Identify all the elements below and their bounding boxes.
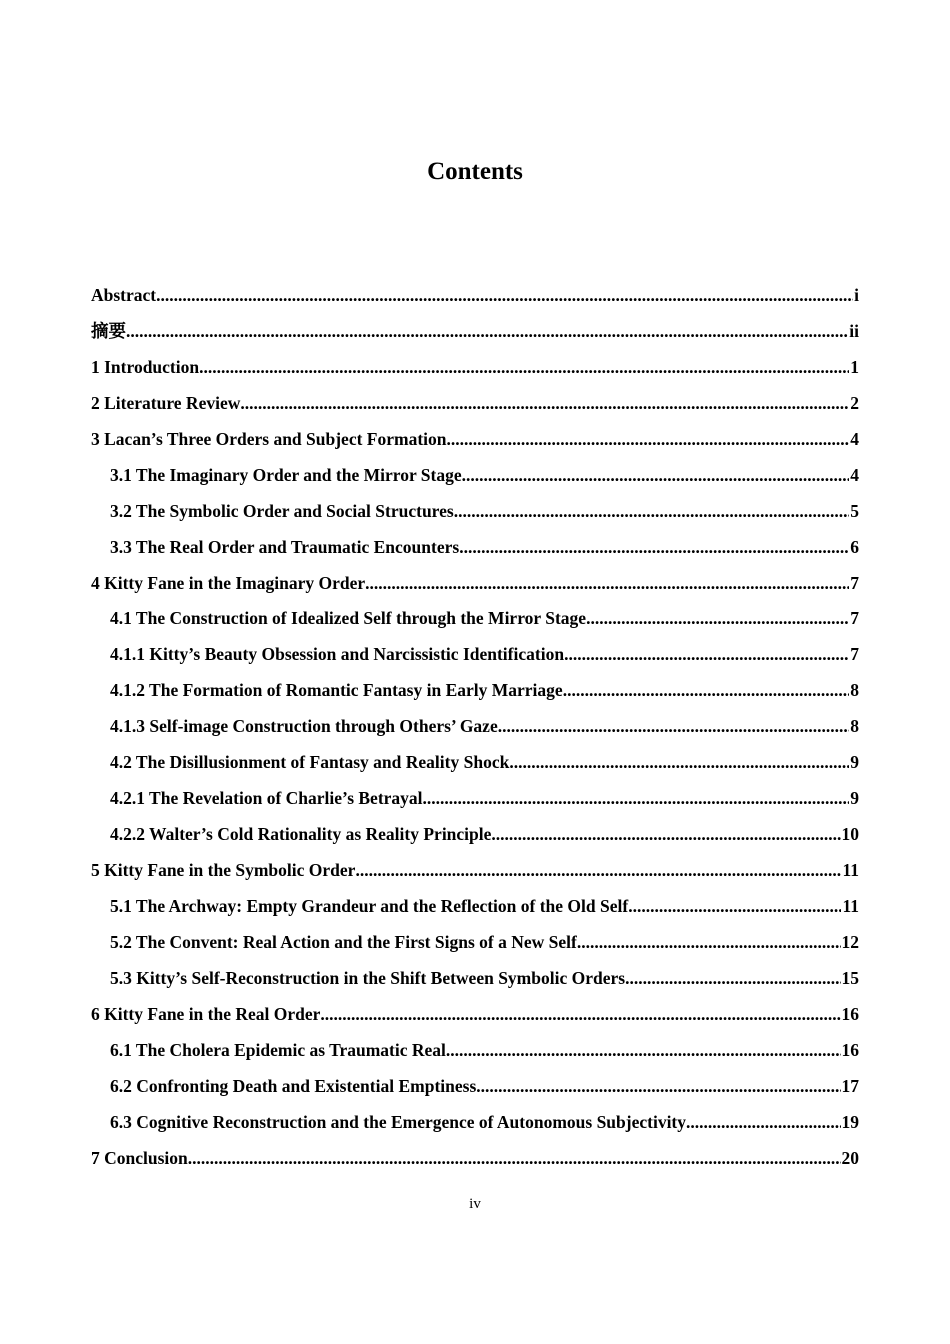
toc-entry[interactable] bbox=[91, 1108, 859, 1144]
toc-entry-title: 6.2 Confronting Death and Existential Emptiness bbox=[110, 1075, 477, 1096]
toc-entry-page: 16 bbox=[841, 1003, 859, 1024]
toc-leader-dots bbox=[365, 569, 849, 597]
toc-entry-title: 4.1.3 Self-image Construction through Others’ Gaze bbox=[110, 716, 498, 737]
toc-entry-page: 11 bbox=[842, 860, 859, 880]
toc-leader-dots bbox=[126, 317, 848, 345]
toc-entry-title: 3.1 The Imaginary Order and the Mirror Stage bbox=[110, 464, 462, 485]
toc-leader-dots bbox=[199, 353, 849, 381]
toc-entry[interactable] bbox=[91, 640, 859, 676]
toc-entry-page: 17 bbox=[841, 1075, 859, 1096]
toc-leader-dots bbox=[686, 1108, 840, 1136]
toc-entry-title: 4.2 The Disillusionment of Fantasy and Reality Shock bbox=[110, 752, 510, 773]
toc-leader-dots bbox=[586, 604, 849, 632]
toc-leader-dots bbox=[446, 1036, 841, 1064]
toc-entry-page: 2 bbox=[850, 392, 859, 413]
toc-entry-page: 20 bbox=[841, 1147, 859, 1168]
toc-entry[interactable] bbox=[91, 497, 859, 533]
toc-leader-dots bbox=[564, 640, 849, 668]
toc-leader-dots bbox=[577, 928, 841, 956]
toc-entry-title: 6 Kitty Fane in the Real Order bbox=[91, 1003, 321, 1024]
toc-leader-dots bbox=[423, 784, 850, 812]
toc-entry[interactable] bbox=[91, 317, 859, 353]
toc-entry-page: 11 bbox=[842, 895, 859, 916]
toc-entry[interactable] bbox=[91, 1000, 859, 1036]
toc-entry-page: 12 bbox=[841, 931, 859, 952]
toc-entry-page: 5 bbox=[850, 500, 859, 521]
toc-entry-page: 4 bbox=[850, 428, 859, 449]
toc-entry[interactable] bbox=[91, 712, 859, 748]
toc-entry-title: 4.1 The Construction of Idealized Self through the Mirror Stage bbox=[110, 608, 587, 629]
toc-entry-title: 4 Kitty Fane in the Imaginary Order bbox=[91, 572, 366, 593]
toc-entry[interactable] bbox=[91, 281, 859, 317]
toc-entry[interactable] bbox=[91, 784, 859, 820]
toc-entry-title: 3.2 The Symbolic Order and Social Structures bbox=[110, 500, 454, 521]
toc-leader-dots bbox=[498, 712, 850, 740]
table-of-contents bbox=[91, 281, 859, 1179]
toc-entry-title: 摘要 bbox=[91, 320, 126, 341]
toc-leader-dots bbox=[462, 461, 850, 489]
toc-leader-dots bbox=[509, 748, 849, 776]
toc-entry-title: 6.3 Cognitive Reconstruction and the Emergence of Autonomous Subjectivity bbox=[110, 1111, 687, 1132]
toc-entry-page: 16 bbox=[841, 1039, 859, 1060]
toc-entry[interactable] bbox=[91, 569, 859, 605]
toc-entry-title: 4.2.1 The Revelation of Charlie’s Betrayal bbox=[110, 788, 423, 809]
toc-entry[interactable] bbox=[91, 604, 859, 640]
toc-leader-dots bbox=[491, 820, 840, 848]
toc-entry-title: 4.1.1 Kitty’s Beauty Obsession and Narcissistic Identification bbox=[110, 644, 565, 665]
toc-entry-page: 1 bbox=[850, 356, 859, 377]
toc-leader-dots bbox=[188, 1144, 841, 1172]
toc-entry[interactable] bbox=[91, 964, 859, 1000]
toc-entry-title: 1 Introduction bbox=[91, 356, 200, 377]
toc-entry[interactable] bbox=[91, 1072, 859, 1108]
toc-entry-title: 4.2.2 Walter’s Cold Rationality as Reality Principle bbox=[110, 824, 492, 845]
toc-entry-page: ii bbox=[849, 320, 859, 341]
toc-leader-dots bbox=[156, 281, 853, 309]
toc-entry[interactable] bbox=[91, 820, 859, 856]
toc-entry-page: 7 bbox=[850, 644, 859, 665]
toc-entry-page: 9 bbox=[850, 752, 859, 773]
toc-entry-page: 9 bbox=[850, 788, 859, 809]
toc-entry-page: 10 bbox=[841, 824, 859, 845]
toc-leader-dots bbox=[447, 425, 850, 453]
toc-entry-page: 19 bbox=[841, 1111, 859, 1132]
toc-entry[interactable] bbox=[91, 389, 859, 425]
toc-entry-title: 5 Kitty Fane in the Symbolic Order bbox=[91, 860, 356, 880]
toc-leader-dots bbox=[320, 1000, 840, 1028]
toc-entry-page: 7 bbox=[850, 608, 859, 629]
toc-entry-title: 6.1 The Cholera Epidemic as Traumatic Real bbox=[110, 1039, 446, 1060]
toc-entry-page: 15 bbox=[841, 967, 859, 988]
toc-entry-title: 3.3 The Real Order and Traumatic Encounters bbox=[110, 536, 460, 557]
toc-entry-title: 2 Literature Review bbox=[91, 392, 241, 413]
toc-entry-page: 8 bbox=[850, 680, 859, 701]
toc-entry-title: 7 Conclusion bbox=[91, 1147, 188, 1168]
toc-entry[interactable] bbox=[91, 676, 859, 712]
toc-entry-title: 5.3 Kitty’s Self-Reconstruction in the Shift Between Symbolic Orders bbox=[110, 967, 626, 988]
toc-leader-dots bbox=[628, 892, 841, 920]
toc-entry-title: 5.2 The Convent: Real Action and the First Signs of a New Self bbox=[110, 931, 577, 952]
toc-leader-dots bbox=[563, 676, 850, 704]
page-title: Contents bbox=[427, 158, 523, 185]
toc-entry[interactable] bbox=[91, 353, 859, 389]
toc-entry[interactable] bbox=[91, 1036, 859, 1072]
toc-entry-page: 6 bbox=[850, 536, 859, 557]
toc-leader-dots bbox=[355, 856, 841, 884]
toc-entry-page: i bbox=[854, 285, 859, 305]
toc-entry[interactable] bbox=[91, 533, 859, 569]
toc-entry-page: 7 bbox=[850, 572, 859, 593]
toc-entry[interactable] bbox=[91, 928, 859, 964]
toc-entry[interactable] bbox=[91, 1144, 859, 1180]
toc-entry-title: 4.1.2 The Formation of Romantic Fantasy in Early Marriage bbox=[110, 680, 563, 701]
page-number: iv bbox=[469, 1196, 481, 1212]
toc-entry[interactable] bbox=[91, 461, 859, 497]
toc-entry[interactable] bbox=[91, 856, 859, 892]
toc-entry[interactable] bbox=[91, 892, 859, 928]
toc-entry-title: 3 Lacan’s Three Orders and Subject Formation bbox=[91, 428, 447, 449]
toc-entry-page: 4 bbox=[850, 464, 859, 485]
toc-entry-page: 8 bbox=[850, 716, 859, 737]
toc-leader-dots bbox=[454, 497, 850, 525]
toc-entry-title: 5.1 The Archway: Empty Grandeur and the Reflection of the Old Self bbox=[110, 895, 629, 916]
toc-entry[interactable] bbox=[91, 425, 859, 461]
toc-leader-dots bbox=[625, 964, 840, 992]
toc-entry-title: Abstract bbox=[91, 285, 157, 305]
toc-leader-dots bbox=[476, 1072, 840, 1100]
toc-leader-dots bbox=[240, 389, 849, 417]
toc-leader-dots bbox=[459, 533, 849, 561]
toc-entry[interactable] bbox=[91, 748, 859, 784]
